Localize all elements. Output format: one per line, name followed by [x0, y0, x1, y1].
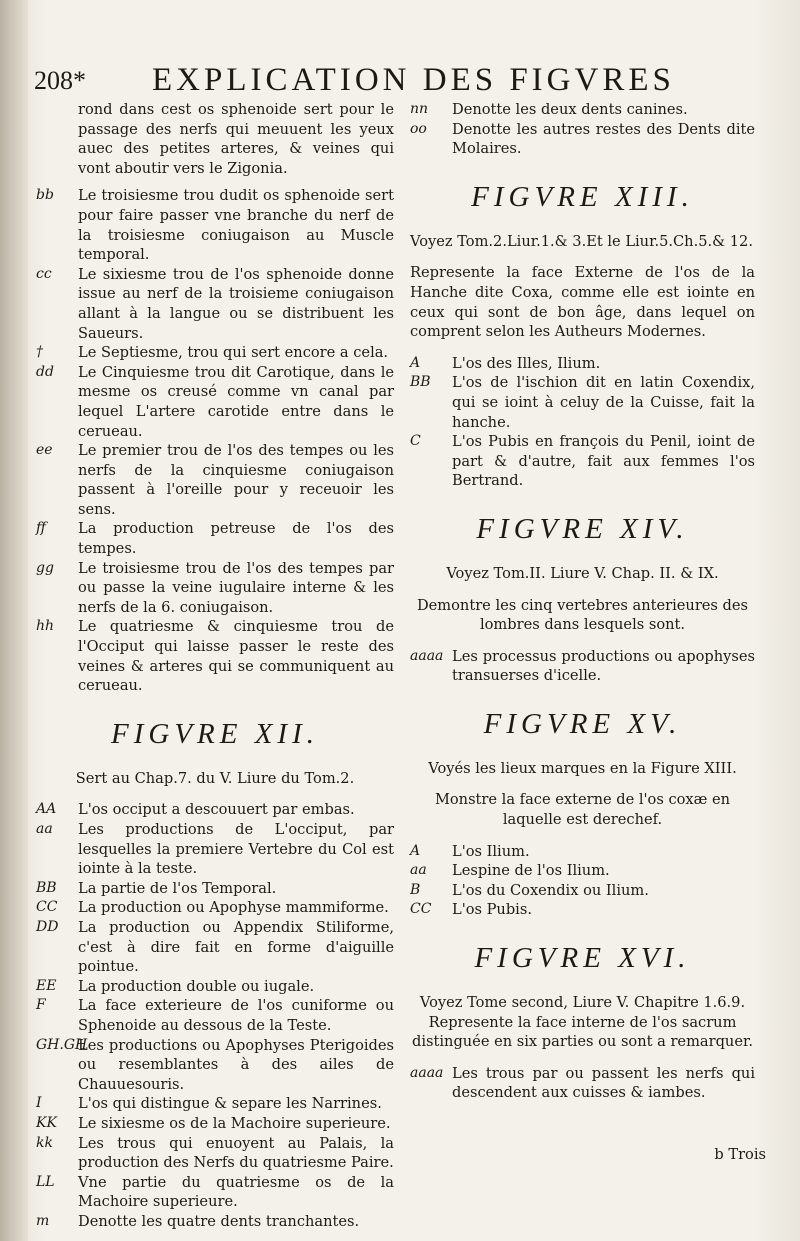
entry-list — [410, 100, 755, 159]
figure-xv-description: Monstre la face externe de l'os coxæ en laquelle est derechef. — [434, 791, 731, 829]
legend-mark: nn — [410, 101, 429, 117]
legend-text: La production ou Appendix Stiliforme, c'est à dire fait en forme d'aiguille pointue. — [78, 918, 394, 976]
legend-entry — [36, 800, 394, 820]
legend-text: Le Cinquiesme trou dit Carotique, dans le mesme os creusé comme vn canal par lequel L'artere carotide entre dans le cerueau. — [78, 363, 394, 440]
entry-list — [410, 354, 755, 491]
legend-text: Denotte les autres restes des Dents dite Molaires. — [452, 120, 755, 158]
legend-mark: dd — [36, 363, 54, 380]
legend-text: L'os qui distingue & separe les Narrines. — [78, 1095, 382, 1113]
legend-entry — [36, 343, 394, 363]
legend-mark: BB — [410, 374, 431, 391]
legend-mark: hh — [36, 618, 55, 635]
legend-entry — [36, 918, 394, 977]
legend-entry — [36, 879, 394, 899]
legend-text: L'os de l'ischion dit en latin Coxendix, qui se ioint à celuy de la Cuisse, fait la hanche. — [452, 374, 755, 431]
legend-text: Le troisiesme trou dudit os sphenoide sert pour faire passer vne branche du nerf de la troisiesme coniugaison au Muscle temporal. — [78, 187, 394, 264]
legend-mark: LL — [36, 1173, 55, 1190]
legend-mark: B — [410, 881, 421, 898]
legend-entry — [410, 120, 755, 159]
legend-mark: KK — [36, 1114, 57, 1131]
entry-list — [36, 800, 394, 1231]
right-column — [410, 100, 755, 1103]
legend-mark: F — [36, 997, 46, 1014]
legend-mark: GH.GH — [36, 1036, 88, 1053]
legend-mark: gg — [36, 559, 54, 576]
legend-mark: CC — [36, 899, 58, 916]
legend-text: La face exterieure de l'os cuniforme ou Sphenoide au dessous de la Teste. — [78, 997, 394, 1034]
legend-text: Les trous qui enuoyent au Palais, la production des Nerfs du quatriesme Paire. — [78, 1134, 394, 1172]
legend-mark: CC — [410, 901, 432, 918]
legend-text: Le premier trou de l'os des tempes ou les nerfs de la cinquiesme coniugaison passent à l'oreille pour y receuoir les sens. — [78, 442, 394, 518]
legend-entry — [410, 100, 755, 120]
figure-xvi-description: Represente la face interne de l'os sacrum distinguée en six parties ou sont a remarquer. — [412, 1013, 753, 1051]
legend-text: Denotte les quatre dents tranchantes. — [78, 1212, 360, 1230]
legend-entry — [36, 898, 394, 918]
legend-mark: EE — [36, 977, 57, 994]
legend-mark: aaaa — [410, 647, 444, 664]
legend-text: Les productions ou Apophyses Pterigoides ou resemblantes à des ailes de Chauuesouris. — [78, 1036, 394, 1093]
legend-mark: A — [410, 842, 421, 859]
legend-text: L'os Ilium. — [452, 842, 530, 860]
legend-mark: bb — [36, 187, 54, 204]
figure-xv-reference: Voyés les lieux marques en la Figure XIII. — [428, 759, 737, 777]
legend-mark: DD — [36, 918, 59, 935]
figure-xvi-heading: FIGVRE XVI. — [474, 942, 691, 975]
legend-entry — [410, 881, 755, 901]
legend-entry — [36, 1094, 394, 1114]
legend-text: Les trous par ou passent les nerfs qui descendent aux cuisses & iambes. — [452, 1064, 755, 1102]
legend-text: Le troisiesme trou de l'os des tempes par ou passe la veine iugulaire interne & les nerfs de la 6. coniugaison. — [78, 559, 394, 616]
legend-entry — [410, 647, 755, 686]
figure-xiv-description: Demontre les cinq vertebres anterieures des lombres dans lesquels sont. — [416, 596, 749, 634]
legend-text: L'os Pubis. — [452, 901, 532, 919]
legend-mark: cc — [36, 265, 52, 282]
legend-text: La partie de l'os Temporal. — [78, 879, 277, 897]
legend-entry — [36, 519, 394, 558]
legend-entry — [410, 861, 755, 881]
legend-text: L'os Pubis en françois du Penil, ioint de part & d'autre, fait aux femmes l'os Bertrand. — [452, 433, 755, 490]
legend-mark: A — [410, 354, 421, 371]
legend-entry — [410, 842, 755, 862]
legend-entry — [36, 820, 394, 879]
legend-entry — [410, 432, 755, 491]
legend-text: Denotte les deux dents canines. — [452, 101, 688, 118]
legend-text: La production double ou iugale. — [78, 977, 315, 995]
legend-text: Le Septiesme, trou qui sert encore a cela. — [78, 344, 389, 362]
legend-entry — [410, 373, 755, 432]
legend-entry — [36, 441, 394, 519]
legend-entry — [410, 1064, 755, 1103]
continued-paragraph: rond dans cest os sphenoide sert pour le passage des nerfs qui meuuent les yeux auec des petites arteres, & veines qui vont aboutir vers le Zigonia. — [78, 101, 394, 177]
figure-xiv-reference: Voyez Tom.II. Liure V. Chap. II. & IX. — [446, 564, 719, 582]
legend-mark: I — [36, 1095, 42, 1112]
legend-mark: kk — [36, 1134, 53, 1151]
legend-entry — [410, 900, 755, 920]
legend-entry — [410, 354, 755, 374]
legend-mark: † — [36, 344, 43, 361]
left-column — [36, 100, 394, 1231]
legend-mark: ff — [36, 520, 46, 537]
legend-text: L'os occiput a descouuert par embas. — [78, 801, 355, 819]
figure-xvi-reference: Voyez Tome second, Liure V. Chapitre 1.6.9. — [419, 994, 746, 1012]
catchword: b Trois — [714, 1146, 766, 1163]
figure-xiv-heading: FIGVRE XIV. — [476, 512, 689, 545]
legend-entry — [36, 977, 394, 997]
figure-xiii-description: Represente la face Externe de l'os de la Hanche dite Coxa, comme elle est iointe en ceux qui sont de bon âge, dans lequel on comprent selon les Autheurs Modernes. — [410, 264, 755, 341]
legend-entry — [36, 186, 394, 264]
legend-mark: oo — [410, 120, 427, 137]
legend-mark: m — [36, 1212, 50, 1229]
page-number: 208* — [34, 66, 86, 95]
legend-mark: BB — [36, 879, 57, 896]
legend-mark: ee — [36, 442, 53, 459]
legend-entry — [36, 363, 394, 441]
legend-text: Lespine de l'os Ilium. — [452, 862, 610, 880]
legend-entry — [36, 996, 394, 1035]
figure-xii-heading: FIGVRE XII. — [111, 717, 319, 750]
page-title: EXPLICATION DES FIGVRES — [152, 62, 675, 98]
figure-xii-reference: Sert au Chap.7. du V. Liure du Tom.2. — [75, 769, 355, 787]
entry-list — [410, 647, 755, 686]
entry-list — [36, 186, 394, 695]
legend-entry — [36, 617, 394, 695]
legend-text: Vne partie du quatriesme os de la Machoire superieure. — [78, 1173, 394, 1211]
legend-text: Les productions de L'occiput, par lesquelles la premiere Vertebre du Col est iointe à la teste. — [78, 821, 394, 878]
legend-entry — [36, 1173, 394, 1212]
legend-mark: C — [410, 433, 421, 450]
legend-text: Les processus productions ou apophyses transuerses d'icelle. — [452, 647, 755, 685]
legend-text: La production ou Apophyse mammiforme. — [78, 899, 389, 917]
entry-list — [410, 842, 755, 920]
figure-xiii-reference: Voyez Tom.2.Liur.1.& 3.Et le Liur.5.Ch.5.& 12. — [410, 232, 753, 250]
legend-entry — [36, 265, 394, 343]
legend-text: La production petreuse de l'os des tempes. — [78, 520, 394, 558]
legend-text: Le sixiesme os de la Machoire superieure. — [78, 1114, 391, 1132]
legend-mark: aa — [36, 821, 53, 837]
legend-mark: AA — [36, 801, 57, 818]
figure-xv-heading: FIGVRE XV. — [483, 707, 682, 740]
legend-mark: aaaa — [410, 1064, 444, 1081]
legend-entry — [36, 559, 394, 618]
legend-text: Le quatriesme & cinquiesme trou de l'Occiput qui laisse passer le reste des veines & arteres qui se communiquent au cerueau. — [78, 618, 394, 695]
legend-text: L'os des Illes, Ilium. — [452, 354, 601, 372]
figure-xiii-heading: FIGVRE XIII. — [471, 180, 694, 213]
legend-entry — [36, 1036, 394, 1095]
page-header — [34, 62, 794, 102]
entry-list — [410, 1064, 755, 1103]
legend-mark: aa — [410, 862, 427, 879]
legend-text: L'os du Coxendix ou Ilium. — [452, 881, 649, 899]
legend-entry — [36, 1212, 394, 1232]
legend-entry — [36, 1114, 394, 1134]
page-binding-shadow — [0, 0, 28, 1241]
legend-entry — [36, 1134, 394, 1173]
legend-text: Le sixiesme trou de l'os sphenoide donne issue au nerf de la troisieme coniugaison allant à la langue ou se distribuent les Saueurs. — [78, 265, 394, 342]
